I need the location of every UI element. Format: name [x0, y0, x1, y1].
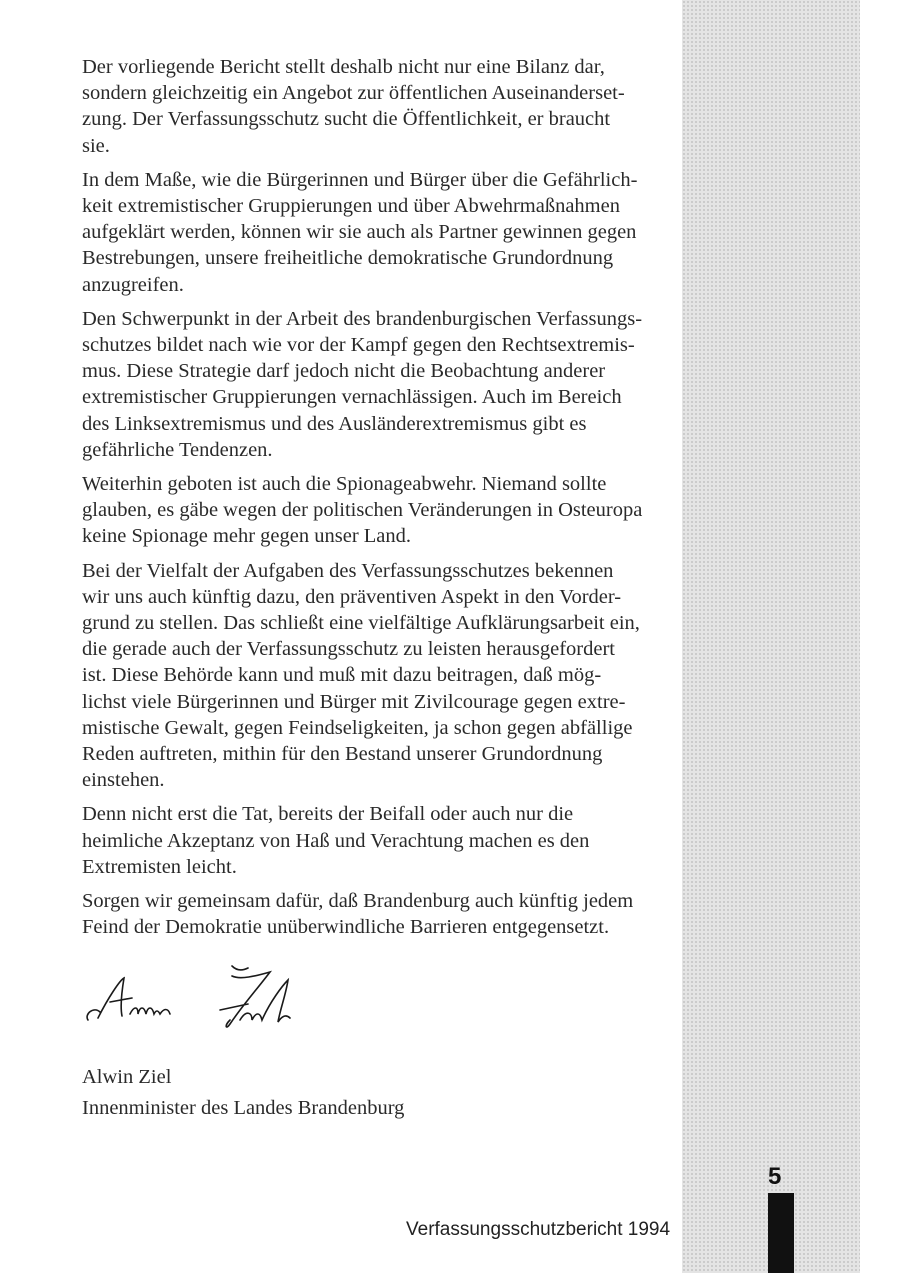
page-marker-bar [768, 1193, 794, 1273]
paragraph: Der vorliegende Bericht stellt deshalb nicht nur eine Bilanz dar, sondern gleichzeitig ein Angebot zur öffentlichen Auseinanderset- zung. Der Verfassungsschutz sucht die Öffentlichkeit, er braucht sie. [82, 56, 625, 157]
handwritten-signature [80, 958, 320, 1038]
signatory-name: Alwin Ziel [82, 1066, 172, 1088]
decorative-sidebar [682, 0, 860, 1273]
signatory-role: Innenminister des Landes Brandenburg [82, 1097, 405, 1119]
paragraph: Sorgen wir gemeinsam dafür, daß Brandenburg auch künftig jedem Feind der Demokratie unüberwindliche Barrieren entgegensetzt. [82, 890, 634, 939]
page-number: 5 [768, 1163, 782, 1190]
paragraph: In dem Maße, wie die Bürgerinnen und Bürger über die Gefährlich- keit extremistischer Gruppierungen und über Abwehrmaßnahmen aufgeklärt werden, können wir sie auch als Partner gewinnen gegen Bestrebungen, unsere freiheitliche demokratische Grundordnung anzugreifen. [82, 168, 638, 296]
paragraph: Weiterhin geboten ist auch die Spionageabwehr. Niemand sollte glauben, es gäbe wegen der politischen Veränderungen in Osteuropa keine Spionage mehr gegen unser Land. [82, 473, 643, 548]
paragraph: Bei der Vielfalt der Aufgaben des Verfassungsschutzes bekennen wir uns auch künftig dazu, den präventiven Aspekt in den Vorder- grund zu stellen. Das schließt eine vielfältige Aufklärungsarbeit ein, die gerade auch der Verfassungsschutz zu leisten herausgefordert ist. Diese Behörde kann und muß mit dazu beitragen, daß mög- lichst viele Bürgerinnen und Bürger mit Zivilcourage gegen extre- mistische Gewalt, gegen Feindseligkeiten, ja schon gegen abfällige Reden auftreten, mithin für den Bestand unserer Grundordnung einstehen. [82, 559, 640, 792]
body-text [82, 54, 682, 949]
paragraph: Denn nicht erst die Tat, bereits der Beifall oder auch nur die heimliche Akzeptanz von Haß und Verachtung machen es den Extremisten leicht. [82, 803, 590, 878]
footer-title: Verfassungsschutzbericht 1994 [406, 1219, 671, 1240]
paragraph: Den Schwerpunkt in der Arbeit des brandenburgischen Verfassungs- schutzes bildet nach wie vor der Kampf gegen den Rechtsextremis- mus. Diese Strategie darf jedoch nicht die Beobachtung anderer extremistischer Gruppierungen vernachlässigen. Auch im Bereich des Linksextremismus und des Ausländerextremismus gibt es gefährliche Tendenzen. [82, 307, 643, 461]
